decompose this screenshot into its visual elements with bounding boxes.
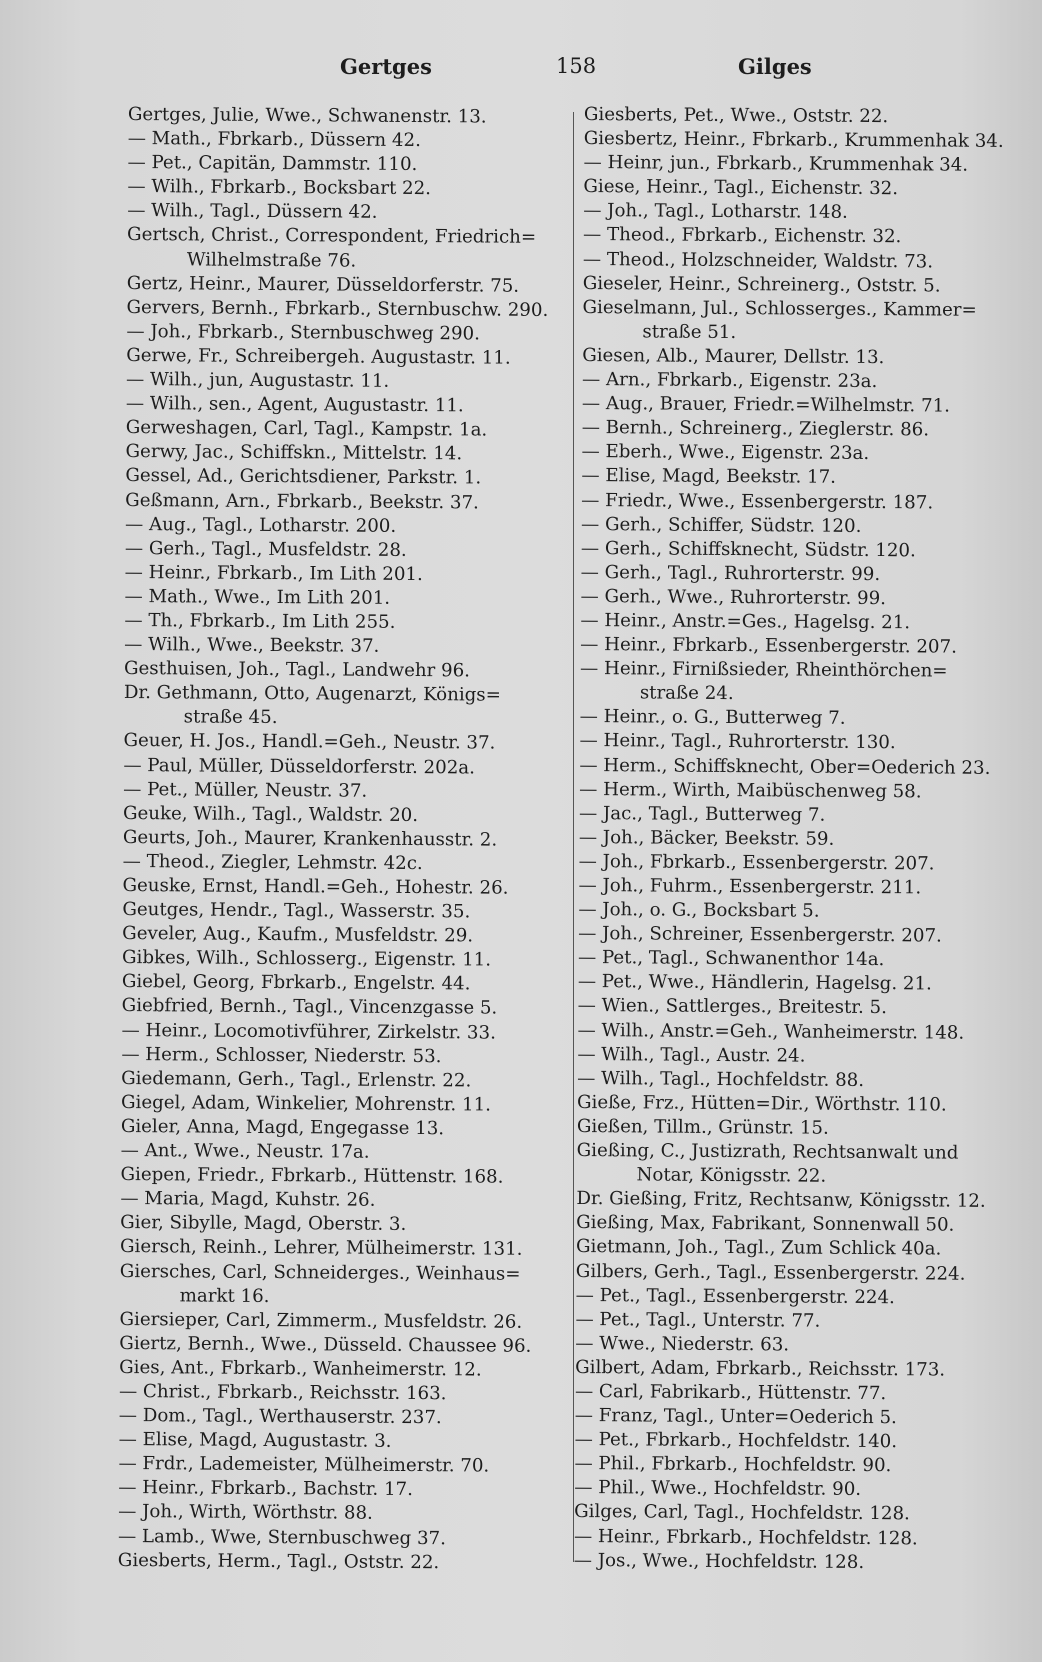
directory-entry-continuation: straße 51. (642, 321, 737, 343)
directory-entry: — Ant., Wwe., Neustr. 17a. (120, 1140, 370, 1163)
column-divider (573, 112, 574, 1562)
directory-entry: Gertges, Julie, Wwe., Schwanenstr. 13. (127, 103, 487, 128)
directory-entry: — Heinr., Fbrkarb., Hochfeldstr. 128. (573, 1525, 918, 1549)
directory-entry: — Maria, Magd, Kuhstr. 26. (120, 1188, 376, 1211)
directory-entry: — Gerh., Tagl., Musfeldstr. 28. (124, 537, 407, 561)
directory-entry: Giebel, Georg, Fbrkarb., Engelstr. 44. (121, 971, 471, 995)
directory-entry: — Wilh., Wwe., Beekstr. 37. (124, 634, 380, 657)
directory-entry: Gier, Sibylle, Magd, Oberstr. 3. (120, 1212, 407, 1236)
directory-entry: Dr. Gießing, Fritz, Rechtsanw, Königsstr. 12. (576, 1188, 986, 1213)
directory-entry: — Gerh., Wwe., Ruhrorterstr. 99. (580, 585, 887, 609)
directory-entry: Geuke, Wilh., Tagl., Waldstr. 20. (122, 802, 419, 826)
directory-entry: Giersieper, Carl, Zimmerm., Musfeldstr. 26. (119, 1308, 523, 1333)
header-right-keyword: Gilges (738, 54, 812, 79)
directory-entry: Giesberts, Pet., Wwe., Oststr. 22. (583, 103, 889, 128)
directory-entry: — Herm., Schlosser, Niederstr. 53. (121, 1043, 442, 1067)
header-left-keyword: Gertges (340, 54, 432, 79)
right-column (574, 103, 1024, 1576)
directory-entry: — Elise, Magd, Augustastr. 3. (118, 1429, 392, 1453)
directory-entry: — Heinr., Tagl., Ruhrorterstr. 130. (579, 730, 896, 754)
directory-entry: Geveler, Aug., Kaufm., Musfeldstr. 29. (122, 923, 474, 947)
directory-entry: — Pet., Tagl., Essenbergerstr. 224. (575, 1284, 895, 1308)
directory-entry: — Pet., Tagl., Unterstr. 77. (575, 1308, 821, 1332)
directory-entry: Gessel, Ad., Gerichtsdiener, Parkstr. 1. (125, 465, 482, 489)
directory-entry: — Dom., Tagl., Werthauserstr. 237. (118, 1405, 442, 1429)
directory-entry: Geutges, Hendr., Tagl., Wasserstr. 35. (122, 899, 471, 923)
directory-entry: Gilbers, Gerh., Tagl., Essenbergerstr. 224. (575, 1260, 966, 1285)
directory-entry: Gilbert, Adam, Fbrkarb., Reichsstr. 173. (575, 1356, 946, 1381)
directory-entry: — Wilh., Tagl., Hochfeldstr. 88. (577, 1067, 865, 1091)
left-column (118, 103, 553, 1576)
directory-entry: Giesen, Alb., Maurer, Dellstr. 13. (582, 344, 885, 369)
directory-entry: Geuer, H. Jos., Handl.=Geh., Neustr. 37. (123, 730, 496, 755)
directory-entry: — Carl, Fabrikarb., Hüttenstr. 77. (574, 1380, 887, 1405)
directory-entry: — Elise, Magd, Beekstr. 17. (581, 465, 837, 489)
directory-entry: — Heinr., Fbrkarb., Im Lith 201. (124, 561, 423, 585)
directory-entry: — Wilh., jun, Augustastr. 11. (125, 369, 390, 392)
directory-entry: — Aug., Brauer, Friedr.=Wilhelmstr. 71. (581, 393, 951, 417)
directory-entry: — Pet., Tagl., Schwanenthor 14a. (577, 947, 885, 971)
directory-entry: — Jos., Wwe., Hochfeldstr. 128. (573, 1549, 865, 1573)
directory-entry: Giepen, Friedr., Fbrkarb., Hüttenstr. 168. (120, 1164, 504, 1188)
directory-entry-continuation: Wilhelmstraße 76. (186, 248, 357, 272)
directory-entry: — Joh., Tagl., Lotharstr. 148. (583, 200, 848, 224)
directory-entry: Gießing, Max, Fabrikant, Sonnenwall 50. (576, 1212, 955, 1236)
directory-entry: Geßmann, Arn., Fbrkarb., Beekstr. 37. (125, 489, 479, 513)
directory-entry: — Heinr., Anstr.=Ges., Hagelsg. 21. (580, 609, 911, 634)
directory-entry: — Joh., Fbrkarb., Sternbuschweg 290. (126, 320, 481, 345)
directory-entry: Gießing, C., Justizrath, Rechtsanwalt und (576, 1140, 959, 1164)
directory-entry-continuation: straße 24. (639, 682, 734, 705)
directory-entry: — Jac., Tagl., Butterweg 7. (578, 802, 826, 826)
directory-entry: — Wien., Sattlerges., Breitestr. 5. (577, 995, 887, 1019)
directory-entry: — Pet., Capitän, Dammstr. 110. (127, 152, 418, 176)
page-number: 158 (556, 54, 597, 78)
directory-entry: Giesberts, Herm., Tagl., Oststr. 22. (117, 1549, 440, 1573)
directory-entry: Gieselmann, Jul., Schlosserges., Kammer= (582, 296, 977, 321)
directory-entry: — Wilh., Tagl., Austr. 24. (577, 1043, 806, 1067)
page-header (0, 54, 1042, 94)
directory-entry: — Joh., Wirth, Wörthstr. 88. (118, 1501, 373, 1525)
directory-entry: Dr. Gethmann, Otto, Augenarzt, Königs= (123, 682, 501, 706)
directory-entry: — Bernh., Schreinerg., Zieglerstr. 86. (581, 417, 930, 441)
directory-entry: Gietmann, Joh., Tagl., Zum Schlick 40a. (575, 1236, 942, 1260)
directory-entry: Gießen, Tillm., Grünstr. 15. (576, 1115, 829, 1139)
directory-entry: — Th., Fbrkarb., Im Lith 255. (124, 609, 396, 633)
directory-entry: Gertsch, Christ., Correspondent, Friedrich= (127, 224, 537, 249)
directory-entry: Gieler, Anna, Magd, Engegasse 13. (120, 1115, 445, 1140)
directory-entry: — Heinr., o. G., Butterweg 7. (579, 706, 846, 730)
directory-entry: Geuske, Ernst, Handl.=Geh., Hohestr. 26. (122, 874, 509, 899)
directory-entry: — Heinr., Fbrkarb., Essenbergerstr. 207. (580, 634, 957, 658)
directory-entry: — Math., Wwe., Im Lith 201. (124, 585, 391, 609)
directory-entry: Gibkes, Wilh., Schlosserg., Eigenstr. 11. (121, 947, 492, 971)
directory-entry: — Wwe., Niederstr. 63. (575, 1332, 790, 1356)
directory-entry: Gieseler, Heinr., Schreinerg., Oststr. 5. (582, 272, 941, 297)
directory-entry: Gerwe, Fr., Schreibergeh. Augustastr. 11. (126, 344, 511, 369)
directory-entry: Giese, Heinr., Tagl., Eichenstr. 32. (583, 176, 899, 200)
directory-entry: — Christ., Fbrkarb., Reichsstr. 163. (118, 1380, 447, 1405)
directory-entry: Gieße, Frz., Hütten=Dir., Wörthstr. 110. (576, 1091, 947, 1116)
directory-entry: Giegel, Adam, Winkelier, Mohrenstr. 11. (120, 1091, 492, 1116)
directory-entry: — Joh., Fuhrm., Essenbergerstr. 211. (578, 874, 922, 899)
directory-entry: Gies, Ant., Fbrkarb., Wanheimerstr. 12. (119, 1356, 482, 1381)
directory-entry: Gilges, Carl, Tagl., Hochfeldstr. 128. (574, 1501, 910, 1525)
directory-entry: — Pet., Müller, Neustr. 37. (123, 778, 368, 802)
directory-entry: — Pet., Wwe., Händlerin, Hagelsg. 21. (577, 971, 932, 995)
directory-entry: — Franz, Tagl., Unter=Oederich 5. (574, 1405, 897, 1429)
directory-entry-continuation: Notar, Königsstr. 22. (636, 1164, 827, 1187)
directory-entry: Gervers, Bernh., Fbrkarb., Sternbuschw. 290. (126, 296, 549, 321)
directory-entry: — Theod., Holzschneider, Waldstr. 73. (582, 248, 934, 273)
directory-entry: — Frdr., Lademeister, Mülheimerstr. 70. (118, 1453, 490, 1477)
directory-entry: Giersch, Reinh., Lehrer, Mülheimerstr. 131. (119, 1236, 523, 1261)
directory-entry: — Heinr., Fbrkarb., Bachstr. 17. (118, 1477, 414, 1501)
directory-entry: Gesthuisen, Joh., Tagl., Landwehr 96. (123, 658, 471, 682)
directory-entry-continuation: straße 45. (183, 706, 278, 729)
directory-entry: — Theod., Ziegler, Lehmstr. 42c. (122, 850, 423, 874)
directory-entry: Giertz, Bernh., Wwe., Düsseld. Chaussee 96. (119, 1332, 532, 1357)
directory-entry: Giersches, Carl, Schneiderges., Weinhaus= (119, 1260, 521, 1285)
directory-entry: Gerwy, Jac., Schiffskn., Mittelstr. 14. (125, 441, 463, 465)
directory-entry: — Heinr., Firnißsieder, Rheinthörchen= (579, 658, 948, 682)
directory-entry: — Aug., Tagl., Lotharstr. 200. (124, 513, 397, 537)
directory-entry: — Lamb., Wwe, Sternbuschweg 37. (117, 1525, 446, 1549)
directory-entry: — Phil., Fbrkarb., Hochfeldstr. 90. (574, 1453, 892, 1477)
directory-entry: — Wilh., Anstr.=Geh., Wanheimerstr. 148. (577, 1019, 965, 1044)
directory-entry: — Gerh., Schiffer, Südstr. 120. (580, 513, 862, 537)
directory-entry: — Gerh., Tagl., Ruhrorterstr. 99. (580, 561, 881, 585)
directory-entry: — Wilh., Fbrkarb., Bocksbart 22. (127, 176, 432, 200)
directory-entry: — Heinr., Locomotivführer, Zirkelstr. 33. (121, 1019, 496, 1044)
directory-entry: — Joh., o. G., Bocksbart 5. (578, 899, 820, 922)
directory-entry: — Pet., Fbrkarb., Hochfeldstr. 140. (574, 1429, 898, 1453)
directory-entry: — Arn., Fbrkarb., Eigenstr. 23a. (581, 369, 878, 393)
directory-entry: — Herm., Schiffsknecht, Ober=Oederich 23. (579, 754, 991, 779)
directory-entry: — Wilh., Tagl., Düssern 42. (127, 200, 378, 224)
directory-entry: — Gerh., Schiffsknecht, Südstr. 120. (580, 537, 916, 562)
directory-entry-continuation: markt 16. (179, 1284, 270, 1307)
directory-entry: Gerweshagen, Carl, Tagl., Kampstr. 1a. (125, 417, 488, 441)
directory-entry: — Phil., Wwe., Hochfeldstr. 90. (574, 1477, 862, 1501)
directory-entry: — Paul, Müller, Düsseldorferstr. 202a. (123, 754, 476, 778)
directory-entry: — Joh., Fbrkarb., Essenbergerstr. 207. (578, 850, 935, 875)
directory-entry: Giebfried, Bernh., Tagl., Vincenzgasse 5. (121, 995, 498, 1020)
directory-entry: — Eberh., Wwe., Eigenstr. 23a. (581, 441, 870, 465)
directory-entry: — Friedr., Wwe., Essenbergerstr. 187. (581, 489, 934, 513)
directory-entry: — Heinr, jun., Fbrkarb., Krummenhak 34. (583, 152, 969, 176)
directory-entry: Geurts, Joh., Maurer, Krankenhausstr. 2. (122, 826, 498, 851)
directory-entry: Giedemann, Gerh., Tagl., Erlenstr. 22. (121, 1067, 472, 1092)
directory-entry: Giesbertz, Heinr., Fbrkarb., Krummenhak 34. (583, 128, 1004, 153)
directory-entry: — Theod., Fbrkarb., Eichenstr. 32. (583, 224, 902, 248)
directory-entry: — Herm., Wirth, Maibüschenweg 58. (579, 778, 922, 802)
directory-entry: — Wilh., sen., Agent, Augustastr. 11. (125, 393, 464, 417)
directory-entry: Gertz, Heinr., Maurer, Düsseldorferstr. 75. (126, 272, 520, 297)
directory-entry: — Math., Fbrkarb., Düssern 42. (127, 128, 421, 152)
directory-entry: — Joh., Schreiner, Essenbergerstr. 207. (578, 923, 942, 947)
directory-entry: — Joh., Bäcker, Beekstr. 59. (578, 826, 835, 850)
